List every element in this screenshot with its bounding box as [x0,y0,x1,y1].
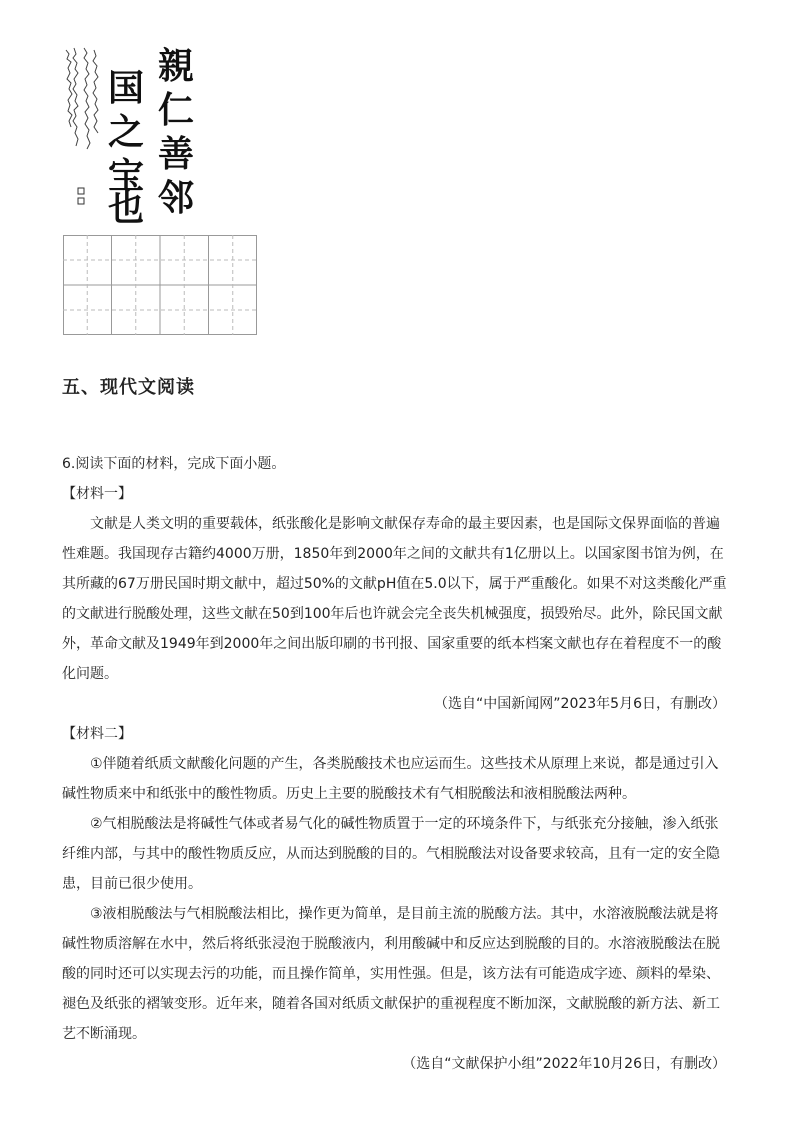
material2-tag: 【材料二】 [62,726,132,742]
svg-text:親: 親 [158,45,195,87]
svg-text:邻: 邻 [158,177,195,219]
reading-material [62,449,732,1079]
svg-text:宝: 宝 [108,155,145,197]
material2-paragraph-1: ①伴随着纸质文献酸化问题的产生，各类脱酸技术也应运而生。这些技术从原理上来说，都是通过引入碱性物质来中和纸张中的酸性物质。历史上主要的脱酸技术有气相脱酸法和液相脱酸法两种。 [62,756,719,802]
question-intro: 6.阅读下面的材料，完成下面小题。 [62,456,286,472]
svg-text:善: 善 [158,133,195,175]
svg-text:仁: 仁 [158,89,195,131]
material2-paragraph-2: ②气相脱酸法是将碱性气体或者易气化的碱性物质置于一定的环境条件下，与纸张充分接触，渗入纸张纤维内部，与其中的酸性物质反应，从而达到脱酸的目的。气相脱酸法对设备要求较高，且有一定的安全隐患，目前已很少使用。 [62,816,720,892]
writing-grid [63,235,257,335]
material1-paragraph: 文献是人类文明的重要载体，纸张酸化是影响文献保存寿命的最主要因素，也是国际文保界面临的普遍性难题。我国现存古籍约4000万册，1850年到2000年之间的文献共有1亿册以上。以国家图书馆为例，在其所藏的67万册民国时期文献中，超过50%的文献pH值在5.0以下，属于严重酸化。如果不对这类酸化严重的文献进行脱酸处理，这些文献在50到100年后也许就会完全丧失机械强度，损毁殆尽。此外，除民国文献外，革命文献及1949年到2000年之间出版印刷的书刊报、国家重要的纸本档案文献也存在着程度不一的酸化问题。 [62,516,727,682]
material2-source: （选自“文献保护小组”2022年10月26日，有删改） [402,1056,726,1072]
section-heading: 五、现代文阅读 [62,377,195,398]
svg-text:也: 也 [108,187,145,225]
svg-text:之: 之 [108,111,145,153]
material1-tag: 【材料一】 [62,486,132,502]
svg-text:国: 国 [108,67,145,109]
material1-source: （选自“中国新闻网”2023年5月6日，有删改） [434,696,726,712]
calligraphy-artwork [60,40,210,225]
material2-paragraph-3: ③液相脱酸法与气相脱酸法相比，操作更为简单，是目前主流的脱酸方法。其中，水溶液脱酸法就是将碱性物质溶解在水中，然后将纸张浸泡于脱酸液内，利用酸碱中和反应达到脱酸的目的。水溶液脱酸法在脱酸的同时还可以实现去污的功能，而且操作简单，实用性强。但是，该方法有可能造成字迹、颜料的晕染、褪色及纸张的褶皱变形。近年来，随着各国对纸质文献保护的重视程度不断加深，文献脱酸的新方法、新工艺不断涌现。 [62,906,720,1042]
